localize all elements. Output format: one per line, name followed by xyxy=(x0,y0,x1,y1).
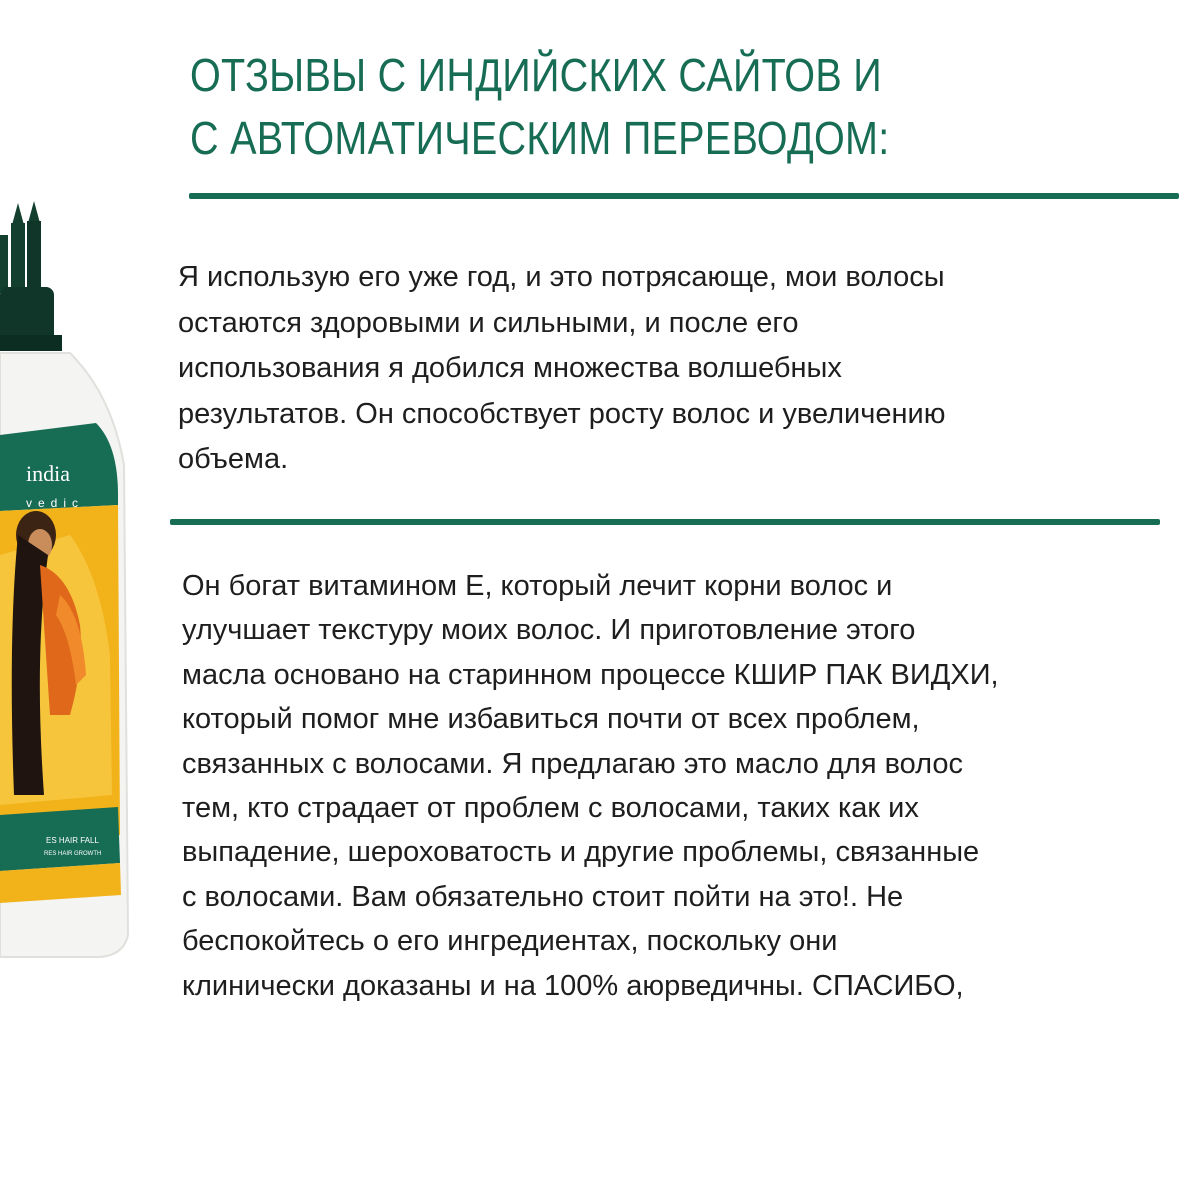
review-2 xyxy=(182,564,1142,1008)
review-line: связанных с волосами. Я предлагаю это масло для волос xyxy=(182,747,964,780)
review-line: масла основано на старинном процессе КШИР ПАК ВИДХИ, xyxy=(182,658,999,691)
review-line: остаются здоровыми и сильными, и после его xyxy=(178,306,799,339)
review-line: клинически доказаны и на 100% аюрведичны. СПАСИБО, xyxy=(182,969,964,1002)
review-line: тем, кто страдает от проблем с волосами, таких как их xyxy=(182,792,919,825)
review-line: с волосами. Вам обязательно стоит пойти на это!. Не xyxy=(182,880,904,913)
heading-line-2: С АВТОМАТИЧЕСКИМ ПЕРЕВОДОМ: xyxy=(190,112,890,164)
review-line: Я использую его уже год, и это потрясающе, мои волосы xyxy=(178,261,945,293)
review-line: Он богат витамином Е, который лечит корни волос и xyxy=(182,570,893,602)
review-line: который помог мне избавиться почти от всех проблем, xyxy=(182,703,920,736)
comb-applicator xyxy=(0,201,62,351)
brand-label: india xyxy=(26,461,70,486)
review-line: результатов. Он способствует росту волос и увеличению xyxy=(178,397,946,430)
review-line: улучшает текстуру моих волос. И приготовление этого xyxy=(182,614,916,647)
review-1 xyxy=(178,255,1108,483)
subbrand-label: vedic xyxy=(26,496,85,510)
heading-divider xyxy=(189,193,1179,199)
product-bottle-image xyxy=(0,195,140,965)
review-divider xyxy=(170,519,1160,525)
heading-line-1: ОТЗЫВЫ С ИНДИЙСКИХ САЙТОВ И xyxy=(190,49,882,101)
review-line: использования я добился множества волшебных xyxy=(178,352,842,384)
review-line: беспокойтесь о его ингредиентах, поскольку они xyxy=(182,925,838,958)
page-heading xyxy=(190,44,1041,170)
review-line: выпадение, шероховатость и другие проблемы, связанные xyxy=(182,836,980,869)
claim-label-1: ES HAIR FALL xyxy=(46,836,99,845)
review-line: объема. xyxy=(178,443,289,475)
claim-label-2: RES HAIR GROWTH xyxy=(44,851,102,857)
